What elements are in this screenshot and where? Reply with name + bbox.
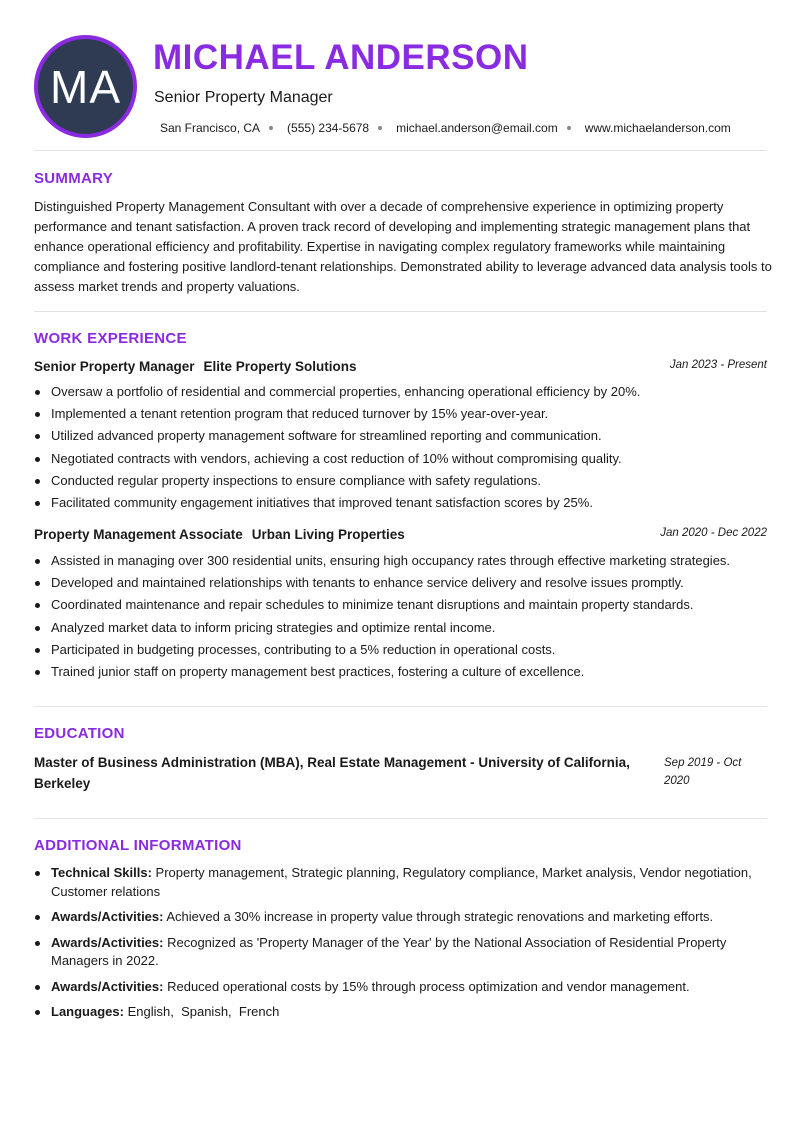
- divider: [34, 818, 767, 819]
- item-label: Awards/Activities:: [51, 909, 164, 924]
- item-label: Technical Skills:: [51, 865, 152, 880]
- list-item: Analyzed market data to inform pricing strategies and optimize rental income.: [34, 619, 774, 641]
- list-item: Utilized advanced property management software for streamlined reporting and communication.: [34, 427, 774, 449]
- job-company: Urban Living Properties: [251, 527, 405, 542]
- contact-email[interactable]: michael.anderson@email.com: [396, 121, 558, 135]
- item-label: Languages:: [51, 1004, 124, 1019]
- item-text: English, Spanish, French: [127, 1004, 280, 1019]
- item-label: Awards/Activities:: [51, 978, 164, 994]
- summary-text: Distinguished Property Management Consultant with over a decade of comprehensive experience in optimizing property performance and tenant satisfaction. A proven track record of developing and implementing strategic management plans that enhance operational efficiency and profitability. Expertise in navigating complex regulatory frameworks while maintaining compliance and fostering positive landlord-tenant relationships. Demonstrated ability to leverage advanced data analysis tools to assess market trends and property valuations.: [34, 199, 772, 294]
- item-text: Reduced operational costs by 15% through process optimization and vendor management.: [167, 978, 690, 994]
- divider: [34, 150, 767, 151]
- item-text: Achieved a 30% increase in property value through strategic renovations and marketing efforts.: [166, 909, 714, 924]
- job-header: [34, 526, 767, 544]
- list-item: [34, 978, 774, 997]
- job-title: Property Management Associate: [34, 527, 243, 542]
- list-item: Negotiated contracts with vendors, achieving a cost reduction of 10% without compromising quality.: [34, 450, 774, 472]
- education-degree: Master of Business Administration (MBA), Real Estate Management - University of California, Berkeley: [34, 755, 630, 791]
- list-item: [34, 1003, 774, 1022]
- job-dates: Jan 2020 - Dec 2022: [660, 527, 767, 539]
- divider: [34, 311, 767, 312]
- job-dates: Jan 2023 - Present: [669, 359, 767, 371]
- job-title: Senior Property Manager: [34, 359, 195, 374]
- list-item: Developed and maintained relationships with tenants to enhance service delivery and resolve issues promptly.: [34, 574, 774, 596]
- contact-location: San Francisco, CA: [160, 121, 261, 135]
- list-item: [34, 908, 774, 927]
- job-bullets: [34, 552, 774, 685]
- separator-dot: [378, 126, 382, 130]
- list-item: Implemented a tenant retention program that reduced turnover by 15% year-over-year.: [34, 405, 774, 427]
- candidate-name: MICHAEL ANDERSON: [153, 38, 529, 77]
- list-item: Oversaw a portfolio of residential and commercial properties, enhancing operational efficiency by 20%.: [34, 383, 774, 405]
- list-item: Facilitated community engagement initiatives that improved tenant satisfaction scores by 25%.: [34, 494, 774, 516]
- contact-phone[interactable]: (555) 234-5678: [287, 121, 370, 135]
- list-item: Participated in budgeting processes, contributing to a 5% reduction in operational costs.: [34, 641, 774, 663]
- resume-header: [0, 0, 800, 150]
- avatar: MA: [34, 35, 137, 138]
- item-text: Property management, Strategic planning, Regulatory compliance, Market analysis, Vendor negotiation, Customer relations: [51, 865, 752, 899]
- list-item: Assisted in managing over 300 residential units, ensuring high occupancy rates through effective marketing strategies.: [34, 552, 774, 574]
- job-header: [34, 358, 767, 376]
- education-heading: EDUCATION: [34, 725, 125, 742]
- additional-list: [34, 864, 774, 1029]
- additional-heading: ADDITIONAL INFORMATION: [34, 837, 242, 854]
- list-item: Conducted regular property inspections to ensure compliance with safety regulations.: [34, 472, 774, 494]
- list-item: [34, 864, 774, 901]
- separator-dot: [269, 126, 273, 130]
- candidate-title: Senior Property Manager: [154, 89, 333, 106]
- job-bullets: [34, 383, 774, 516]
- contact-row: [160, 121, 731, 135]
- item-text: Recognized as 'Property Manager of the Year' by the National Association of Residential Property Managers in 2022.: [51, 934, 727, 968]
- separator-dot: [567, 126, 571, 130]
- item-label: Awards/Activities:: [51, 934, 164, 950]
- experience-heading: WORK EXPERIENCE: [34, 330, 187, 347]
- job-company: Elite Property Solutions: [203, 359, 357, 374]
- divider: [34, 706, 767, 707]
- summary-heading: SUMMARY: [34, 170, 114, 187]
- list-item: [34, 934, 774, 971]
- list-item: Coordinated maintenance and repair schedules to minimize tenant disruptions and maintain property standards.: [34, 596, 774, 618]
- list-item: Trained junior staff on property management best practices, fostering a culture of excellence.: [34, 663, 774, 685]
- contact-website[interactable]: www.michaelanderson.com: [584, 121, 731, 135]
- education-dates: Sep 2019 - Oct 2020: [664, 757, 742, 787]
